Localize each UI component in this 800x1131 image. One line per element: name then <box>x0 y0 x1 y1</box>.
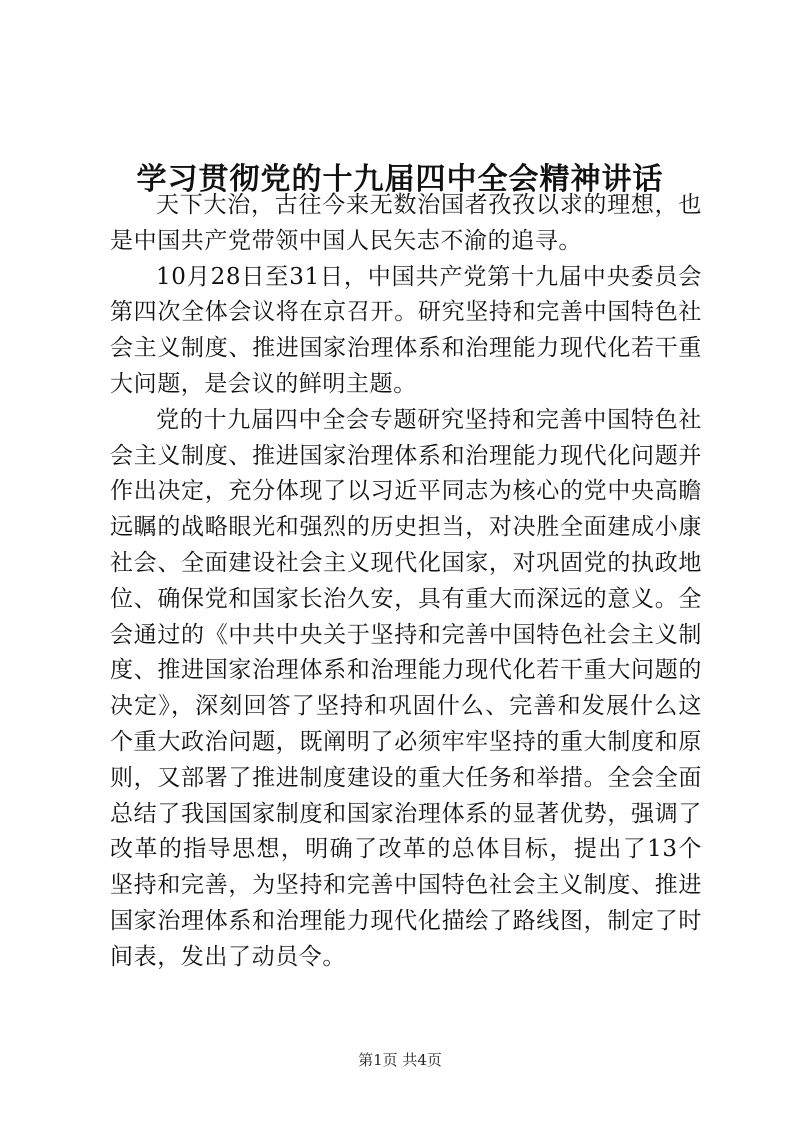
document-title: 学习贯彻党的十九届四中全会精神讲话 <box>136 162 664 198</box>
document-body <box>110 188 702 976</box>
paragraph-3: 党的十九届四中全会专题研究坚持和完善中国特色社会主义制度、推进国家治理体系和治理能力现代化问题并作出决定，充分体现了以习近平同志为核心的党中央高瞻远瞩的战略眼光和强烈的历史担当，对决胜全面建成小康社会、全面建设社会主义现代化国家，对巩固党的执政地位、确保党和国家长治久安，具有重大而深远的意义。全会通过的《中共中央关于坚持和完善中国特色社会主义制度、推进国家治理体系和治理能力现代化若干重大问题的决定》，深刻回答了坚持和巩固什么、完善和发展什么这个重大政治问题，既阐明了必须牢牢坚持的重大制度和原则，又部署了推进制度建设的重大任务和举措。全会全面总结了我国国家制度和国家治理体系的显著优势，强调了改革的指导思想，明确了改革的总体目标，提出了13个坚持和完善，为坚持和完善中国特色社会主义制度、推进国家治理体系和治理能力现代化描绘了路线图，制定了时间表，发出了动员令。 <box>110 406 702 970</box>
paragraph-2: 10月28日至31日，中国共产党第十九届中央委员会第四次全体会议将在京召开。研究坚持和完善中国特色社会主义制度、推进国家治理体系和治理能力现代化若干重大问题，是会议的鲜明主题。 <box>110 263 702 397</box>
paragraph-1: 天下大治，古往今来无数治国者孜孜以求的理想，也是中国共产党带领中国人民矢志不渝的追寻。 <box>110 192 702 254</box>
page-number-footer: 第1页 共4页 <box>358 1051 442 1069</box>
